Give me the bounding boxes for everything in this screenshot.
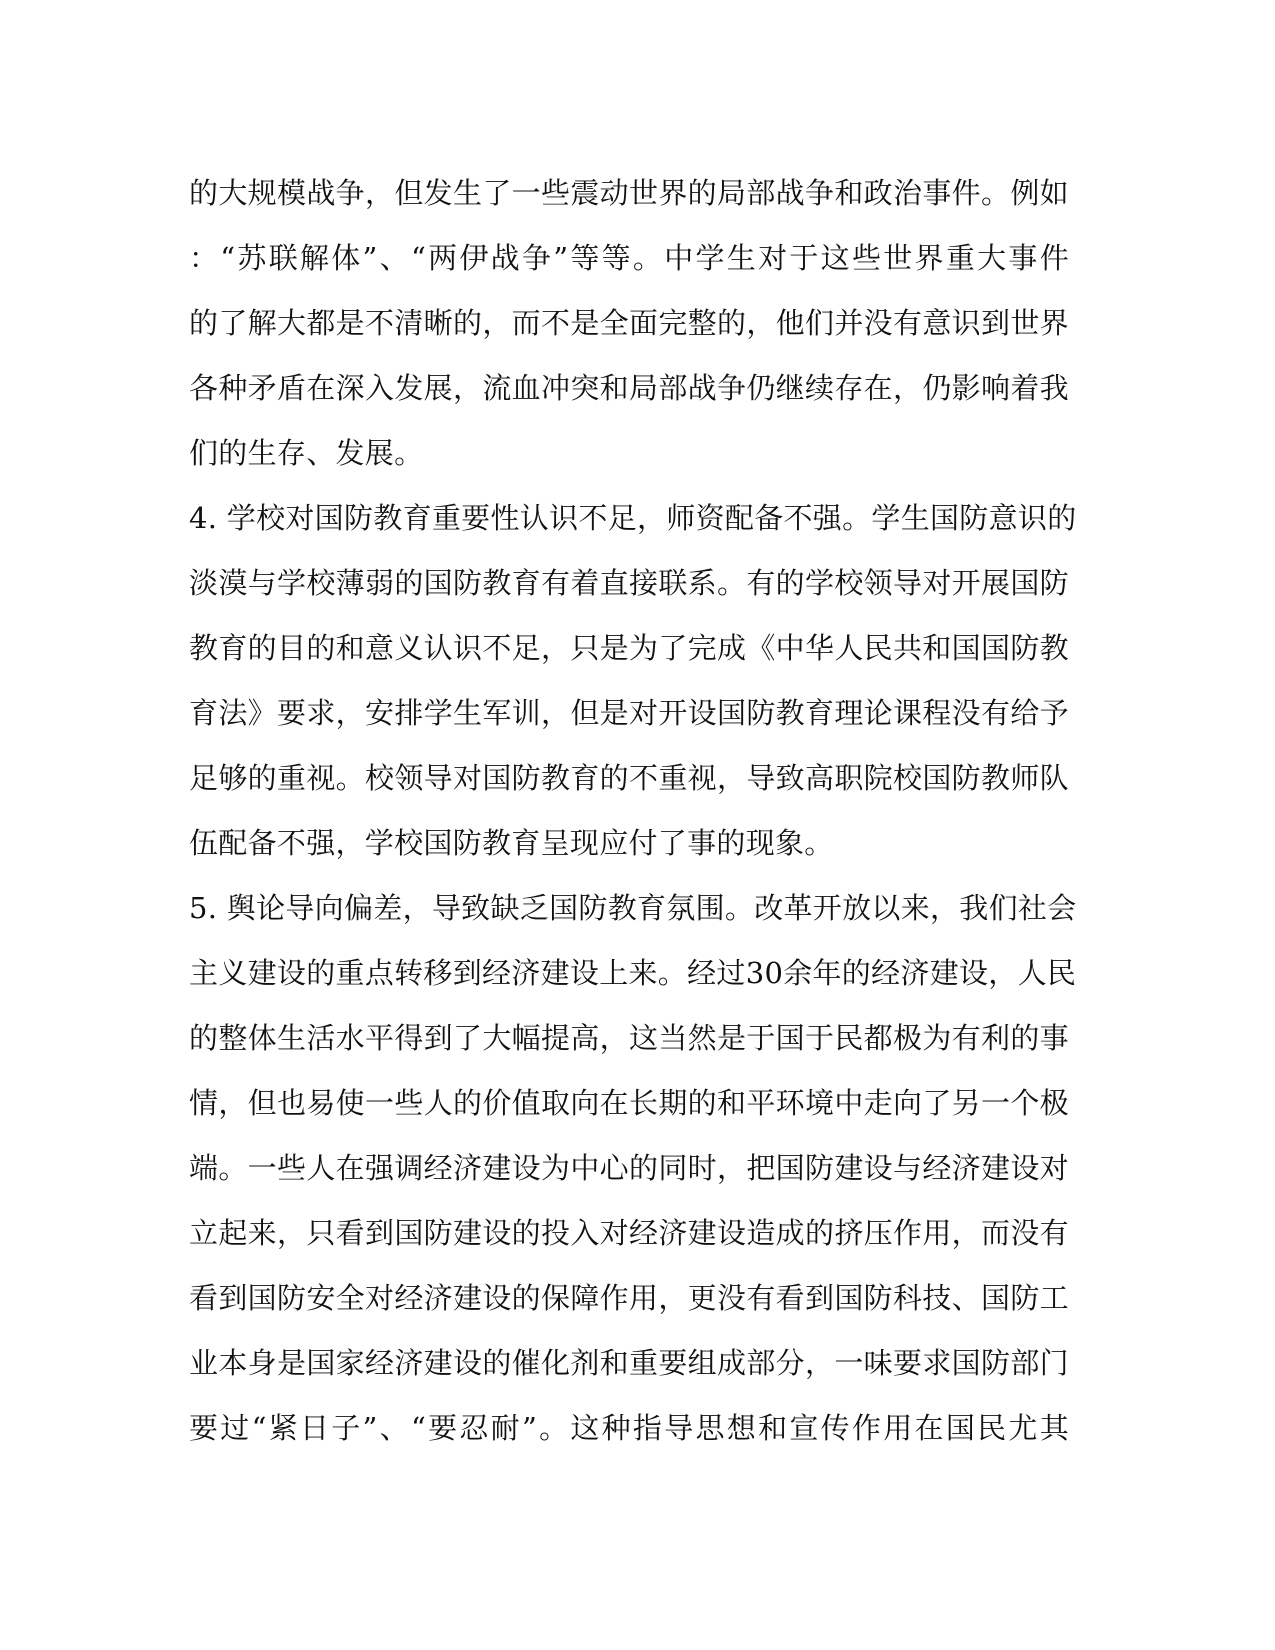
text-line: 淡漠与学校薄弱的国防教育有着直接联系。有的学校领导对开展国防 [189, 566, 1069, 600]
text-line: 足够的重视。校领导对国防教育的不重视，导致高职院校国防教师队 [189, 761, 1069, 795]
text-line: 主义建设的重点转移到经济建设上来。经过30余年的经济建设，人民 [189, 956, 1077, 990]
text-line: 教育的目的和意义认识不足，只是为了完成《中华人民共和国国防教 [189, 631, 1069, 665]
text-line: 业本身是国家经济建设的催化剂和重要组成部分，一味要求国防部门 [189, 1346, 1069, 1380]
text-line: 的了解大都是不清晰的，而不是全面完整的，他们并没有意识到世界 [189, 306, 1069, 340]
text-line: 4. 学校对国防教育重要性认识不足，师资配备不强。学生国防意识的 [189, 501, 1077, 535]
text-line: 的整体生活水平得到了大幅提高，这当然是于国于民都极为有利的事 [189, 1021, 1069, 1055]
text-line: ：“苏联解体”、“两伊战争”等等。中学生对于这些世界重大事件 [189, 241, 1069, 275]
text-line: 看到国防安全对经济建设的保障作用，更没有看到国防科技、国防工 [189, 1281, 1069, 1315]
text-line: 育法》要求，安排学生军训，但是对开设国防教育理论课程没有给予 [189, 696, 1069, 730]
text-line: 情，但也易使一些人的价值取向在长期的和平环境中走向了另一个极 [189, 1086, 1069, 1120]
text-line: 要过“紧日子”、“要忍耐”。这种指导思想和宣传作用在国民尤其 [189, 1411, 1069, 1445]
text-line: 的大规模战争，但发生了一些震动世界的局部战争和政治事件。例如 [189, 176, 1069, 210]
text-line: 伍配备不强，学校国防教育呈现应付了事的现象。 [189, 826, 834, 860]
text-line: 各种矛盾在深入发展，流血冲突和局部战争仍继续存在，仍影响着我 [189, 371, 1069, 405]
text-line: 5. 舆论导向偏差，导致缺乏国防教育氛围。改革开放以来，我们社会 [189, 891, 1077, 925]
text-line: 立起来，只看到国防建设的投入对经济建设造成的挤压作用，而没有 [189, 1216, 1069, 1250]
text-line: 端。一些人在强调经济建设为中心的同时，把国防建设与经济建设对 [189, 1151, 1069, 1185]
text-line: 们的生存、发展。 [189, 436, 424, 470]
